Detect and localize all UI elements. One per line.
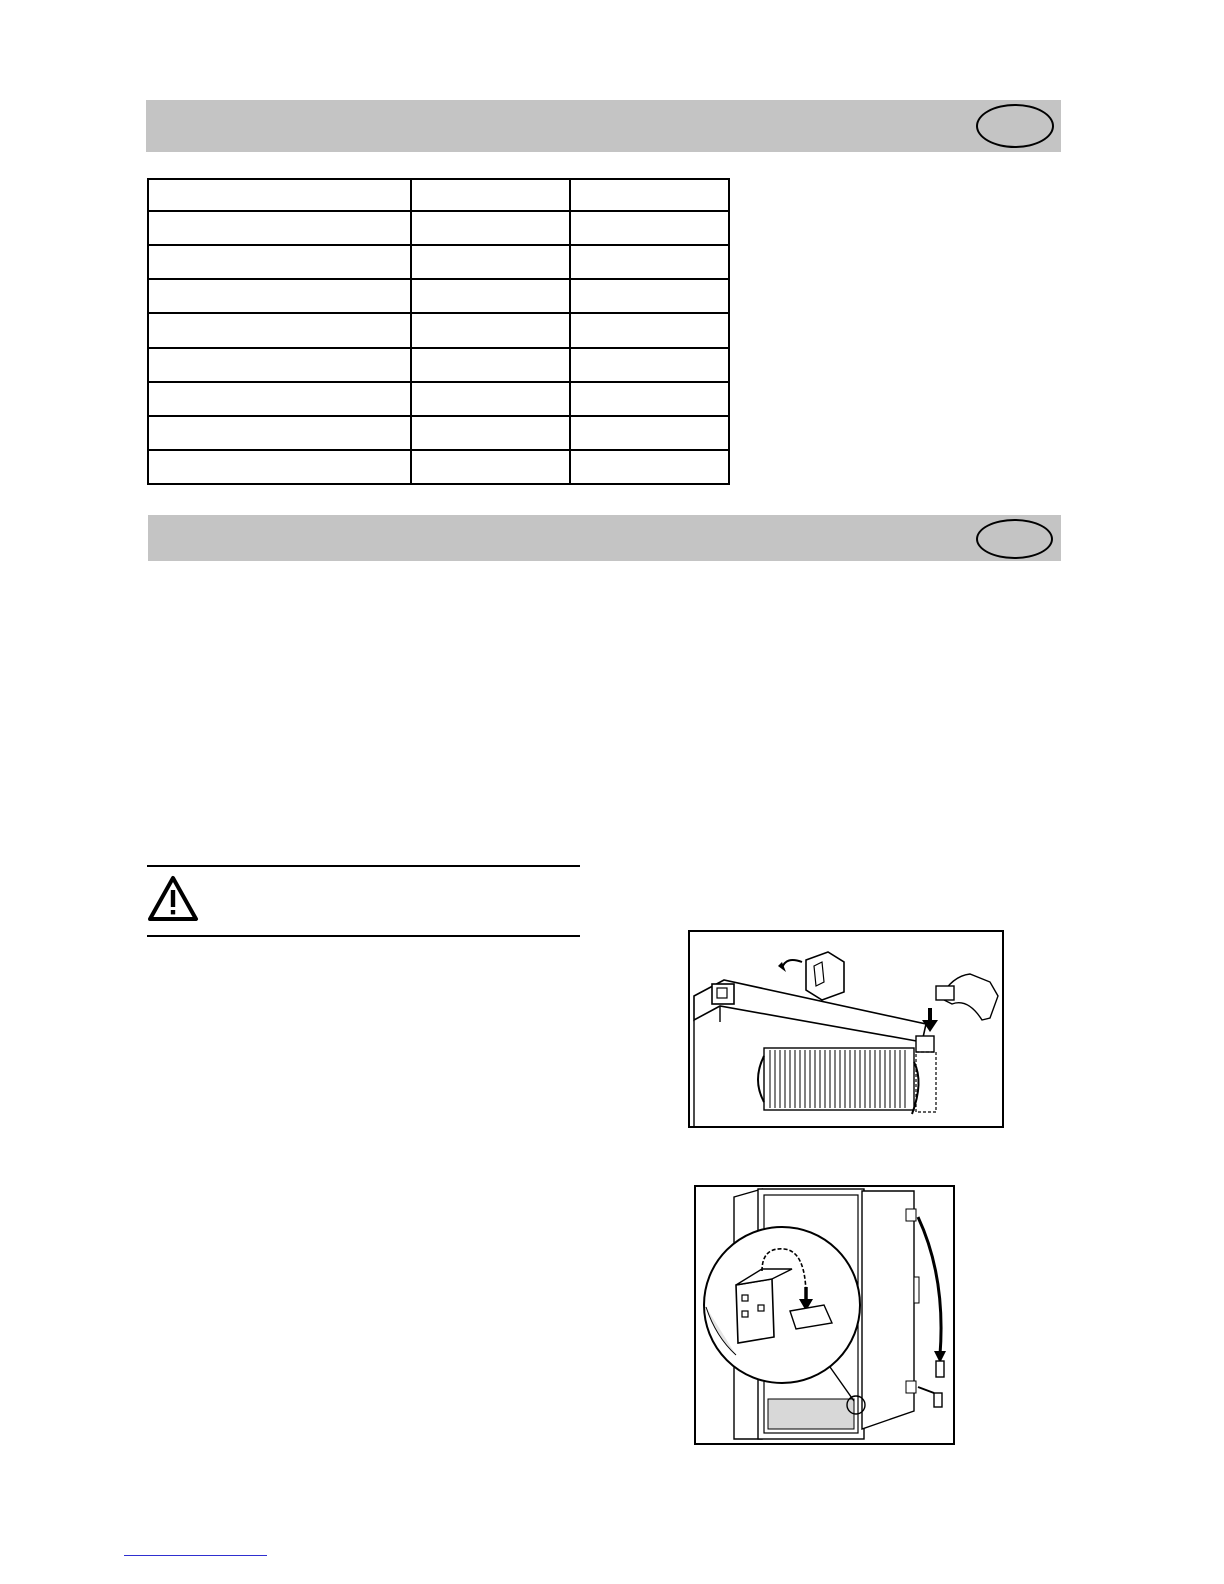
warning-top-rule	[147, 865, 580, 867]
language-badge	[976, 519, 1053, 559]
spec-table	[147, 178, 730, 485]
figure-spacers	[688, 930, 1004, 1128]
table-row	[148, 179, 729, 211]
table-cell	[570, 179, 729, 211]
table-cell	[411, 245, 569, 279]
table-row	[148, 313, 729, 347]
table-cell	[411, 348, 569, 382]
language-badge	[976, 104, 1054, 148]
table-cell	[570, 416, 729, 450]
table-cell	[148, 416, 411, 450]
table-cell	[411, 279, 569, 313]
table-cell	[570, 313, 729, 347]
table-cell	[570, 382, 729, 416]
section-header-technical-data	[146, 100, 1061, 152]
table-cell	[570, 211, 729, 245]
table-cell	[411, 416, 569, 450]
warning-triangle-icon	[147, 875, 199, 923]
table-cell	[411, 450, 569, 484]
door-hinge-reversal-illustration	[696, 1187, 953, 1443]
warning-bottom-rule	[147, 935, 580, 937]
table-cell	[570, 450, 729, 484]
table-cell	[148, 313, 411, 347]
table-cell	[148, 279, 411, 313]
table-cell	[411, 179, 569, 211]
figure-door-hinge	[694, 1185, 955, 1445]
table-row	[148, 279, 729, 313]
table-row	[148, 348, 729, 382]
table-row	[148, 450, 729, 484]
warning-box	[147, 868, 580, 934]
table-cell	[148, 450, 411, 484]
table-cell	[570, 245, 729, 279]
table-row	[148, 416, 729, 450]
table-cell	[411, 211, 569, 245]
table-row	[148, 382, 729, 416]
table-row	[148, 245, 729, 279]
table-cell	[411, 382, 569, 416]
footer-link-underline[interactable]	[124, 1555, 267, 1556]
table-cell	[570, 279, 729, 313]
table-cell	[148, 211, 411, 245]
table-cell	[411, 313, 569, 347]
table-row	[148, 211, 729, 245]
table-cell	[148, 382, 411, 416]
table-cell	[148, 245, 411, 279]
section-header-installation	[148, 515, 1061, 561]
condenser-spacer-illustration	[690, 932, 1002, 1126]
table-cell	[148, 348, 411, 382]
table-cell	[570, 348, 729, 382]
table-cell	[148, 179, 411, 211]
